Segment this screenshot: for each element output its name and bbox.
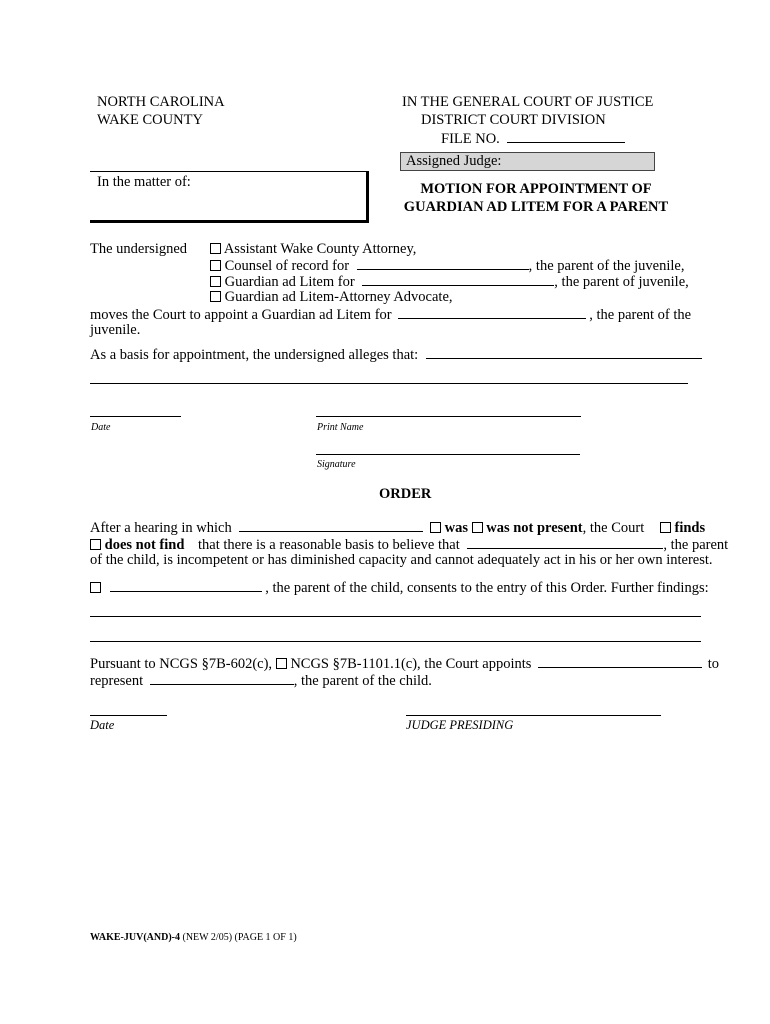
- basis-label: As a basis for appointment, the undersigned alleges that:: [90, 347, 419, 363]
- file-no-label: FILE NO.: [441, 131, 500, 147]
- consents-checkbox[interactable]: [90, 582, 101, 593]
- court-text: , the Court: [582, 520, 645, 536]
- signature-label: Signature: [317, 459, 356, 470]
- represented-parent-field[interactable]: [150, 672, 294, 685]
- order-heading: ORDER: [379, 486, 432, 502]
- counsel-checkbox[interactable]: [210, 260, 221, 271]
- further-findings-line-1[interactable]: [90, 616, 701, 617]
- gal-checkbox[interactable]: [210, 276, 221, 287]
- form-title-line-1: MOTION FOR APPOINTMENT OF: [420, 181, 652, 197]
- motion-date-label: Date: [91, 422, 111, 433]
- option-gal-attorney: [210, 289, 453, 306]
- consents-text: , the parent of the child, consents to the entry of this Order. Further findings:: [265, 580, 709, 596]
- assistant-attorney-checkbox[interactable]: [210, 243, 221, 254]
- gal-attorney-label: Guardian ad Litem-Attorney Advocate,: [224, 289, 453, 305]
- judge-signature-field[interactable]: [406, 715, 661, 716]
- ncgs-1101-text: NCGS §7B-1101.1(c), the Court appoints: [290, 656, 532, 672]
- assigned-judge-label: Assigned Judge:: [406, 153, 502, 169]
- gal-parent-field[interactable]: [362, 273, 554, 286]
- gal-suffix: , the parent of juvenile,: [554, 274, 689, 290]
- form-id: WAKE-JUV(AND)-4: [90, 932, 180, 943]
- gal-for-parent-field[interactable]: [398, 306, 586, 319]
- motion-date-field[interactable]: [90, 416, 181, 417]
- gal-attorney-checkbox[interactable]: [210, 291, 221, 302]
- order-date-field[interactable]: [90, 715, 167, 716]
- hearing-party-field[interactable]: [239, 519, 423, 532]
- gal-label: Guardian ad Litem for: [224, 274, 355, 290]
- print-name-field[interactable]: [316, 416, 581, 417]
- the-parent-text: , the parent: [663, 537, 729, 553]
- state-name: NORTH CAROLINA: [97, 94, 225, 110]
- county-name: WAKE COUNTY: [97, 112, 203, 128]
- was-not-present-label: was not present: [486, 520, 583, 536]
- basis-field[interactable]: [426, 346, 702, 359]
- parent-of-child-text: , the parent of the child.: [293, 673, 432, 689]
- moves-prefix: moves the Court to appoint a Guardian ad Litem for: [90, 307, 392, 323]
- print-name-label: Print Name: [317, 422, 364, 433]
- counsel-suffix: , the parent of the juvenile,: [528, 258, 685, 274]
- undersigned-label: The undersigned: [90, 241, 188, 257]
- ncgs-1101-checkbox[interactable]: [276, 658, 287, 669]
- order-date-label: Date: [90, 718, 115, 732]
- pursuant-row: [90, 655, 719, 673]
- consents-row: [90, 579, 709, 597]
- finds-checkbox[interactable]: [660, 522, 671, 533]
- moves-court-text: [90, 306, 702, 324]
- consenting-parent-field[interactable]: [110, 579, 262, 592]
- incompetent-parent-field[interactable]: [467, 536, 663, 549]
- assigned-judge-box[interactable]: [400, 152, 655, 171]
- further-findings-line-2[interactable]: [90, 641, 701, 642]
- incompetent-text: of the child, is incompetent or has diminished capacity and cannot adequately act in his or her own interest.: [90, 552, 713, 568]
- juvenile-text: juvenile.: [90, 322, 141, 338]
- option-assistant-attorney: [210, 241, 416, 258]
- basis-row: [90, 346, 702, 364]
- basis-field-line-2[interactable]: [90, 383, 688, 384]
- court-line-2: DISTRICT COURT DIVISION: [421, 112, 606, 128]
- was-label: was: [444, 520, 468, 536]
- file-no-field[interactable]: [507, 130, 625, 143]
- court-line-1: IN THE GENERAL COURT OF JUSTICE: [402, 94, 654, 110]
- counsel-label: Counsel of record for: [224, 258, 350, 274]
- finds-label: finds: [674, 520, 706, 536]
- file-no-row: [441, 130, 625, 148]
- reasonable-basis-text: that there is a reasonable basis to believe that: [198, 537, 460, 553]
- to-text: to: [707, 656, 719, 672]
- matter-label: In the matter of:: [97, 174, 191, 190]
- was-not-present-checkbox[interactable]: [472, 522, 483, 533]
- form-title-line-2: GUARDIAN AD LITEM FOR A PARENT: [403, 199, 669, 215]
- does-not-find-label: does not find: [104, 537, 185, 553]
- form-revision: (NEW 2/05) (PAGE 1 OF 1): [182, 932, 297, 943]
- pursuant-text: Pursuant to NCGS §7B-602(c),: [90, 656, 273, 672]
- signature-field[interactable]: [316, 454, 580, 455]
- does-not-find-checkbox[interactable]: [90, 539, 101, 550]
- assistant-attorney-label: Assistant Wake County Attorney,: [223, 241, 417, 257]
- footer: [90, 932, 297, 943]
- was-present-checkbox[interactable]: [430, 522, 441, 533]
- hearing-row: [90, 519, 705, 537]
- counsel-parent-field[interactable]: [357, 257, 529, 270]
- moves-suffix: , the parent of the: [589, 307, 692, 323]
- judge-presiding-label: JUDGE PRESIDING: [406, 718, 514, 732]
- represent-text: represent: [90, 673, 144, 689]
- hearing-prefix: After a hearing in which: [90, 520, 232, 536]
- represent-row: [90, 672, 432, 690]
- appointee-field[interactable]: [538, 655, 702, 668]
